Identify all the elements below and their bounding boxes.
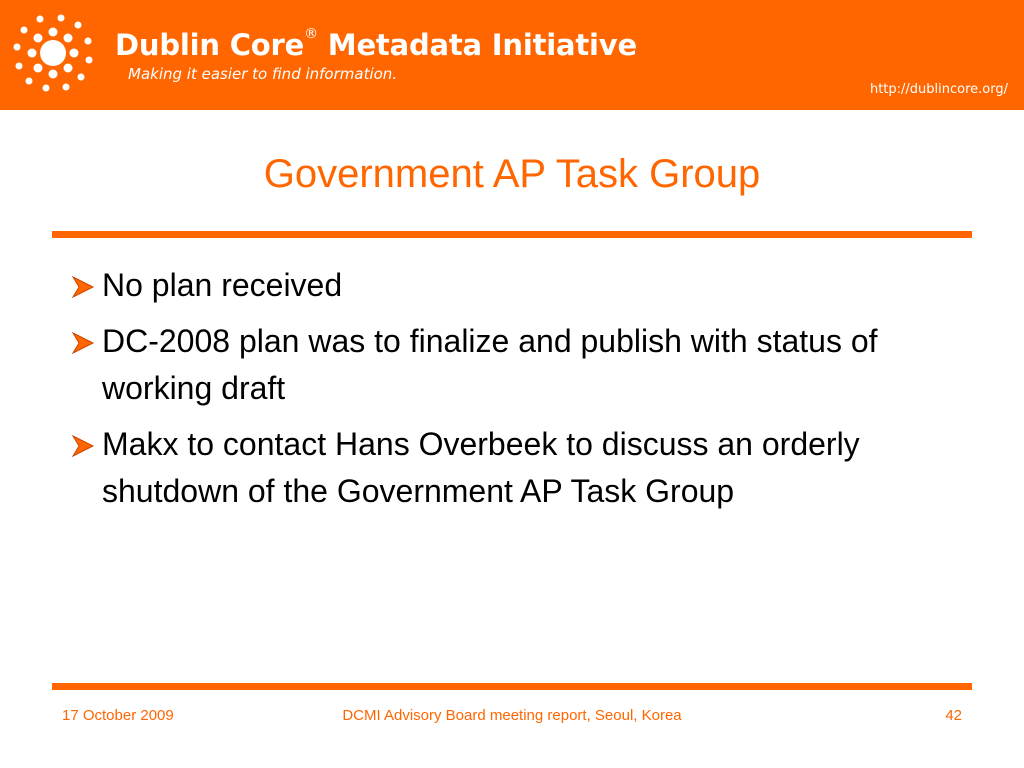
- arrow-bullet-icon: [70, 434, 96, 458]
- bullet-text: DC-2008 plan was to finalize and publish with status of working draft: [102, 323, 878, 406]
- arrow-bullet-icon: [70, 331, 96, 355]
- bullet-list: [70, 262, 950, 524]
- bullet-text: Makx to contact Hans Overbeek to discuss an orderly shutdown of the Government AP Task Group: [102, 426, 860, 509]
- footer-event: DCMI Advisory Board meeting report, Seoul, Korea: [342, 707, 682, 724]
- bullet-item: [70, 262, 950, 309]
- arrow-bullet-icon: [70, 275, 96, 299]
- bullet-item: [70, 318, 950, 412]
- title-divider: [52, 231, 972, 238]
- sunburst-logo-icon: [8, 8, 98, 98]
- header-banner: [0, 0, 1024, 110]
- footer-date: 17 October 2009: [62, 707, 174, 724]
- footer-divider: [52, 683, 972, 690]
- header-url: http://dublincore.org/: [869, 82, 1008, 97]
- org-name: Dublin Core® Metadata Initiative: [115, 26, 637, 62]
- bullet-item: [70, 421, 950, 515]
- page-number: 42: [945, 707, 962, 724]
- org-tagline: Making it easier to find information.: [128, 65, 398, 83]
- registered-mark: ®: [304, 26, 318, 42]
- bullet-text: No plan received: [102, 267, 343, 303]
- slide-title: Government AP Task Group: [263, 152, 761, 196]
